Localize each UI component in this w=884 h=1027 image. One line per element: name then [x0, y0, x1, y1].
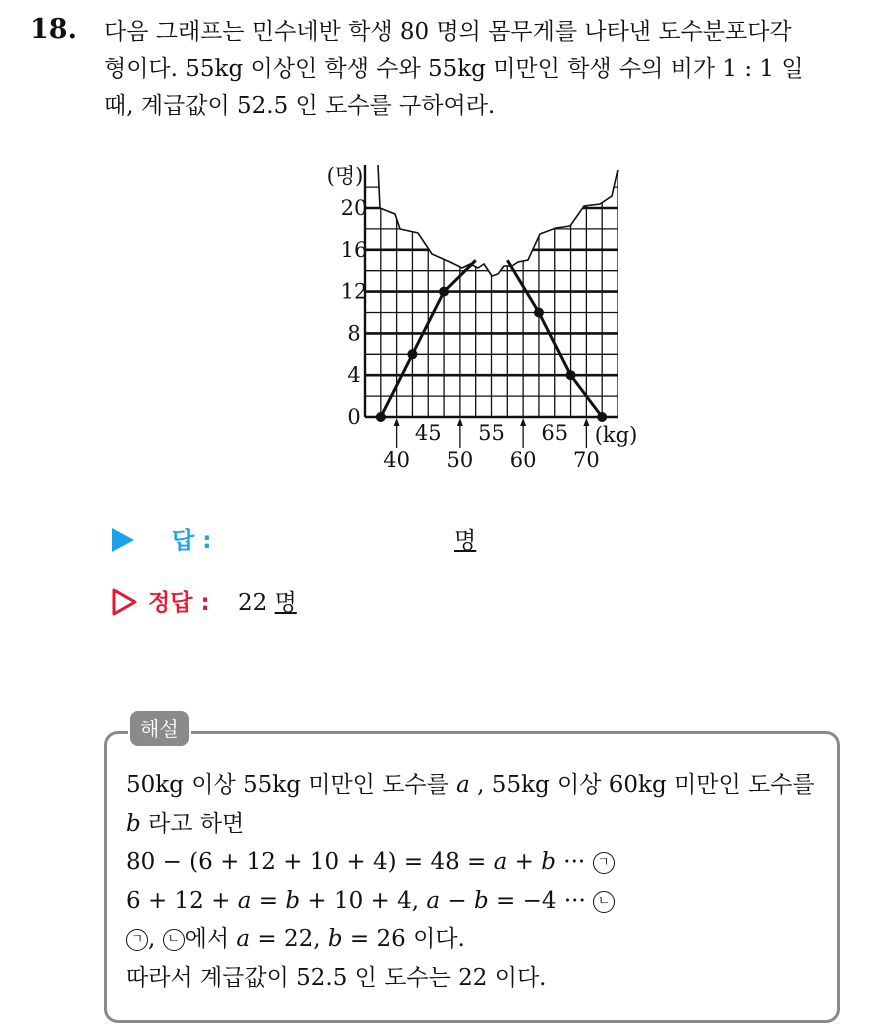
- correct-value-number: 22: [238, 590, 268, 616]
- circled-marker: ㄱ: [593, 852, 615, 874]
- explanation-line: 6 + 12 + a = b + 10 + 4, a − b = −4 ··· ㄴ: [126, 882, 836, 921]
- x-tick-arrowhead: [520, 418, 526, 426]
- x-unit-label: (kg): [594, 423, 638, 447]
- x-tick-label: 40: [383, 448, 410, 472]
- x-tick-arrowhead: [457, 418, 463, 426]
- y-unit-label: (명): [326, 164, 364, 188]
- data-point: [407, 349, 417, 359]
- x-tick-label: 45: [414, 421, 442, 445]
- x-tick-arrowhead: [394, 418, 400, 426]
- question-line: 형이다. 55kg 이상인 학생 수와 55kg 미만인 학생 수의 비가 1 : 1 일: [104, 56, 804, 82]
- x-tick-label: 70: [573, 448, 600, 472]
- explanation-line: b 라고 하면: [126, 810, 245, 837]
- explanation-line: 따라서 계급값이 52.5 인 도수는 22 이다.: [126, 964, 547, 991]
- explanation-line: ㄱ , ㄴ 에서 a = 22, b = 26 이다.: [126, 920, 836, 959]
- data-point: [597, 412, 607, 422]
- correct-answer-label: 정답 :: [148, 590, 210, 616]
- frequency-polygon-chart: [0, 0, 884, 500]
- x-tick-label: 55: [478, 421, 505, 445]
- y-tick-label: 8: [347, 321, 361, 346]
- correct-triangle-icon: [112, 588, 138, 616]
- explanation-line: 50kg 이상 55kg 미만인 도수를 a , 55kg 이상 60kg 미만인 도수를: [126, 772, 815, 798]
- x-tick-label: 50: [446, 448, 474, 472]
- grid-area: [365, 165, 618, 417]
- data-point: [439, 287, 449, 297]
- x-tick-label: 65: [541, 421, 569, 445]
- explanation-line: 80 − (6 + 12 + 10 + 4) = 48 = a + b ··· ㄱ: [126, 843, 836, 882]
- answer-label: 답 :: [172, 528, 212, 554]
- grid-cutoff-outline: [378, 165, 618, 276]
- question-number: 18.: [30, 14, 77, 45]
- answer-row: [112, 522, 592, 562]
- explanation-text: [126, 766, 836, 997]
- circled-marker: ㄱ: [126, 929, 148, 951]
- y-tick-label: 0: [347, 405, 361, 429]
- correct-answer-row: [112, 584, 592, 624]
- y-tick-label: 16: [340, 237, 368, 262]
- answer-unit: 명: [454, 528, 477, 554]
- explanation-tag: 해설: [128, 709, 191, 748]
- correct-answer-value: [238, 584, 297, 617]
- circled-marker: ㄴ: [593, 891, 615, 913]
- y-tick-label: 4: [347, 363, 361, 388]
- question-line: 때, 계급값이 52.5 인 도수를 구하여라.: [104, 93, 496, 119]
- y-tick-label: 20: [340, 196, 368, 220]
- y-tick-label: 12: [340, 279, 368, 304]
- circled-marker: ㄴ: [163, 929, 185, 951]
- data-point: [376, 412, 386, 422]
- answer-triangle-icon: [112, 528, 134, 552]
- x-tick-arrowhead: [583, 418, 589, 426]
- data-point: [566, 370, 576, 380]
- data-point: [534, 308, 544, 318]
- question-line: 다음 그래프는 민수네반 학생 80 명의 몸무게를 나타낸 도수분포다각: [104, 19, 792, 45]
- x-tick-label: 60: [509, 448, 537, 472]
- correct-value-unit: 명: [274, 590, 297, 616]
